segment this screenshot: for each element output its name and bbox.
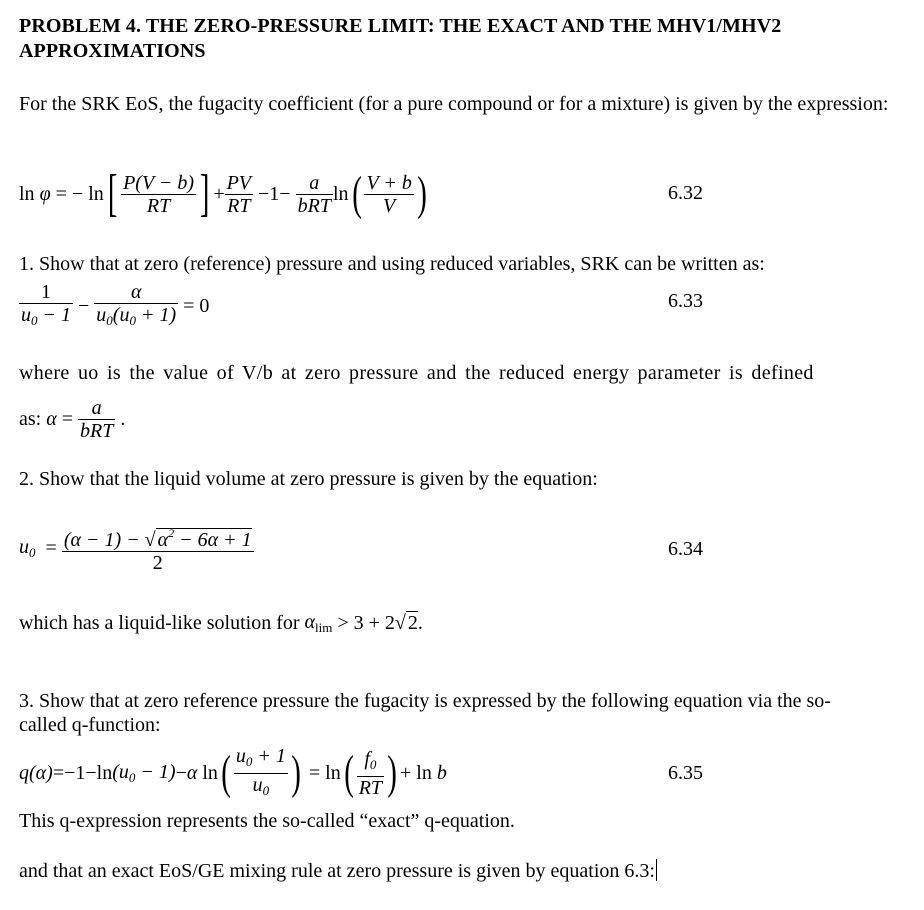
problem-title-line-2: APPROXIMATIONS xyxy=(19,40,206,62)
final-line xyxy=(19,859,904,883)
final-text: and that an exact EoS/GE mixing rule at zero pressure is given by equation 6.3: xyxy=(19,860,655,882)
equation-number-6-33: 6.33 xyxy=(668,290,703,312)
problem-title-line-1: PROBLEM 4. THE ZERO-PRESSURE LIMIT: THE EXACT AND THE MHV1/MHV2 xyxy=(19,15,782,37)
intro-paragraph: For the SRK EoS, the fugacity coefficient (for a pure compound or for a mixture) is given by the expression: xyxy=(19,93,889,115)
equation-6-32: ln φ = − ln [ $\frac{P(V - b)}{RT}$ ] + $\frac{PV}{RT}$ −1− $\frac{a}{\text{bRT}}$ ln ( $\frac{V + b}{V}$ ) xyxy=(19,165,427,222)
step-1-text: 1. Show that at zero (reference) pressure and using reduced variables, SRK can be written as: xyxy=(19,253,765,275)
equation-number-6-34: 6.34 xyxy=(668,538,703,560)
step-3-line-1: 3. Show that at zero reference pressure the fugacity is expressed by the following equation via the so- xyxy=(19,690,831,712)
liquid-solution-line: which has a liquid-like solution for $\alpha_{lim}$ > 3 + 2√ 2. xyxy=(19,610,423,635)
step-3-text xyxy=(19,689,904,737)
equation-number-6-35: 6.35 xyxy=(668,762,703,784)
where-text: where uo is the value of V/b at zero pressure and the reduced energy parameter is defined xyxy=(19,362,814,384)
q-expression-text: This q-expression represents the so-called “exact” q-equation. xyxy=(19,810,515,832)
step-2-text: 2. Show that the liquid volume at zero pressure is given by the equation: xyxy=(19,468,598,490)
step-3-line-2: called q-function: xyxy=(19,714,161,736)
equation-6-33: $\frac{1}{u_0 - 1}$ − $\frac{\alpha}{u_0(u_0 + 1)}$ = 0 xyxy=(21,280,210,328)
text-cursor xyxy=(656,859,657,881)
liquid-solution-text: which has a liquid-like solution for xyxy=(19,611,300,634)
equation-6-35: q(α) =−1−ln $(u_0 - 1)$ − α ln ( $\frac{u_0 + 1}{u_0}$ ) = ln ( $\frac{f_0}{RT}$ ) + ln b xyxy=(19,744,447,799)
problem-title xyxy=(19,14,909,64)
as-label: as: xyxy=(19,407,42,430)
equation-number-6-32: 6.32 xyxy=(668,182,703,204)
equation-6-34: $u_0$ = $\frac{(\alpha - 1) - √ \alpha^2 - 6\alpha + 1}{2}$ xyxy=(19,520,254,576)
alpha-definition: as: α = $\frac{a}{\text{bRT}}$ . xyxy=(19,396,126,442)
